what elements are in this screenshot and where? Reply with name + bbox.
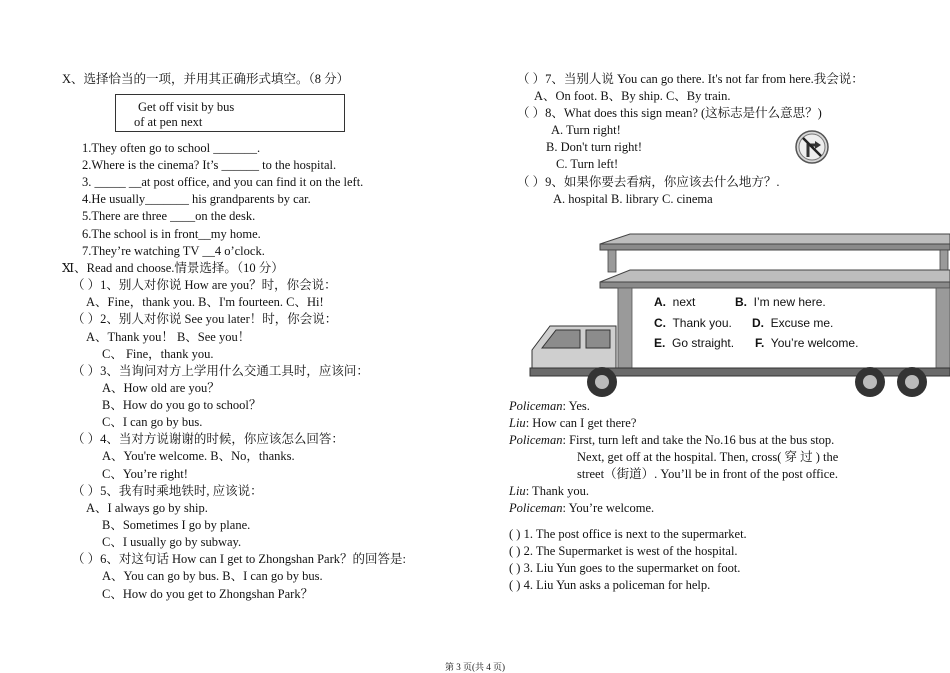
choice-q4: （ ）4、当对方说谢谢的时候，你应该怎么回答： <box>72 432 344 446</box>
choice-q5-option-c: C、I usually go by subway. <box>102 535 242 549</box>
no-right-turn-sign-icon <box>795 130 829 164</box>
truck-option-e: E. Go straight. <box>654 336 735 350</box>
choice-q1: （ ）1、别人对你说 How are you？时，你会说： <box>72 278 337 292</box>
word-box-line-1: Get off visit by bus <box>138 100 235 114</box>
choice-q4-option-c: C、You’re right! <box>102 467 188 481</box>
choice-q8: （ ）8、What does this sign mean? (这标志是什么意思？) <box>517 106 822 120</box>
tf-item-3: ( ) 3. Liu Yun goes to the supermarket on foot. <box>509 561 741 575</box>
section-xi-title: Ⅺ、Read and choose.情景选择。（10 分） <box>62 261 284 275</box>
fill-item-7: 7.They’re watching TV __4 o’clock. <box>82 244 265 258</box>
fill-item-5: 5.There are three ____on the desk. <box>82 209 256 223</box>
tf-item-1: ( ) 1. The post office is next to the supermarket. <box>509 527 747 541</box>
choice-q2: （ ）2、别人对你说 See you later！时，你会说： <box>72 312 338 326</box>
fill-item-6: 6.The school is in front__my home. <box>82 227 261 241</box>
truck-option-c: C. Thank you. <box>654 316 732 330</box>
tf-item-2: ( ) 2. The Supermarket is west of the hospital. <box>509 544 738 558</box>
truck-illustration <box>520 230 950 400</box>
choice-q6: （ ）6、对这句话 How can I get to Zhongshan Park？的回答是: <box>72 552 406 566</box>
word-box <box>115 94 345 132</box>
choice-q6-option-c: C、How do you get to Zhongshan Park？ <box>102 587 314 601</box>
choice-q3-option-b: B、How do you go to school？ <box>102 398 262 412</box>
dialogue-policeman-directions-2: Next, get off at the hospital. Then, cross( 穿 过 ) the <box>577 450 839 464</box>
dialogue-policeman-directions-3: street（街道）. You’ll be in front of the post office. <box>577 467 838 481</box>
choice-q9: （ ）9、如果你要去看病，你应该去什么地方？. <box>517 175 780 189</box>
dialogue-liu-thanks: Liu: Thank you. <box>509 484 589 498</box>
choice-q3: （ ）3、当询问对方上学用什么交通工具时，应该问： <box>72 364 369 378</box>
choice-q7: （ ）7、当别人说 You can go there. It's not far from here.我会说： <box>517 72 864 86</box>
choice-q8-option-c: C. Turn left! <box>556 157 619 171</box>
fill-item-2: 2.Where is the cinema? It’s ______ to the hospital. <box>82 158 337 172</box>
choice-q8-option-a: A. Turn right! <box>551 123 621 137</box>
choice-q2-options: A、Thank you！ B、See you！ <box>86 330 251 344</box>
fill-item-4: 4.He usually_______ his grandparents by car. <box>82 192 311 206</box>
page-footer: 第 3 页(共 4 页) <box>445 662 505 672</box>
fill-item-1: 1.They often go to school _______. <box>82 141 261 155</box>
choice-q5-option-b: B、Sometimes I go by plane. <box>102 518 251 532</box>
choice-q5: （ ）5、我有时乘地铁时, 应该说： <box>72 484 263 498</box>
dialogue-policeman-yes: Policeman: Yes. <box>509 399 590 413</box>
choice-q5-option-a: A、I always go by ship. <box>86 501 208 515</box>
dialogue-policeman-welcome: Policeman: You’re welcome. <box>509 501 655 515</box>
dialogue-policeman-directions: Policeman: First, turn left and take the No.16 bus at the bus stop. <box>509 433 835 447</box>
section-x-title: X、选择恰当的一项，并用其正确形式填空。（8 分） <box>62 72 350 86</box>
tf-item-4: ( ) 4. Liu Yun asks a policeman for help. <box>509 578 711 592</box>
choice-q8-option-b: B. Don't turn right! <box>546 140 642 154</box>
truck-option-a: A. next <box>654 295 696 309</box>
truck-option-b: B. I’m new here. <box>735 295 826 309</box>
truck-option-f: F. You’re welcome. <box>755 336 859 350</box>
choice-q2-option-c: C、 Fine，thank you. <box>102 347 214 361</box>
fill-item-3: 3. _____ __at post office, and you can find it on the left. <box>82 175 364 189</box>
word-box-line-2: of at pen next <box>134 115 203 129</box>
dialogue-liu-question: Liu: How can I get there? <box>509 416 637 430</box>
choice-q1-options: A、Fine，thank you. B、I'm fourteen. C、Hi! <box>86 295 324 309</box>
choice-q4-options: A、You're welcome. B、No，thanks. <box>102 449 295 463</box>
choice-q7-options: A、On foot. B、By ship. C、By train. <box>534 89 731 103</box>
choice-q3-option-c: C、I can go by bus. <box>102 415 203 429</box>
choice-q6-options: A、You can go by bus. B、I can go by bus. <box>102 569 323 583</box>
choice-q9-options: A. hospital B. library C. cinema <box>553 192 713 206</box>
choice-q3-option-a: A、How old are you？ <box>102 381 220 395</box>
truck-option-d: D. Excuse me. <box>752 316 834 330</box>
